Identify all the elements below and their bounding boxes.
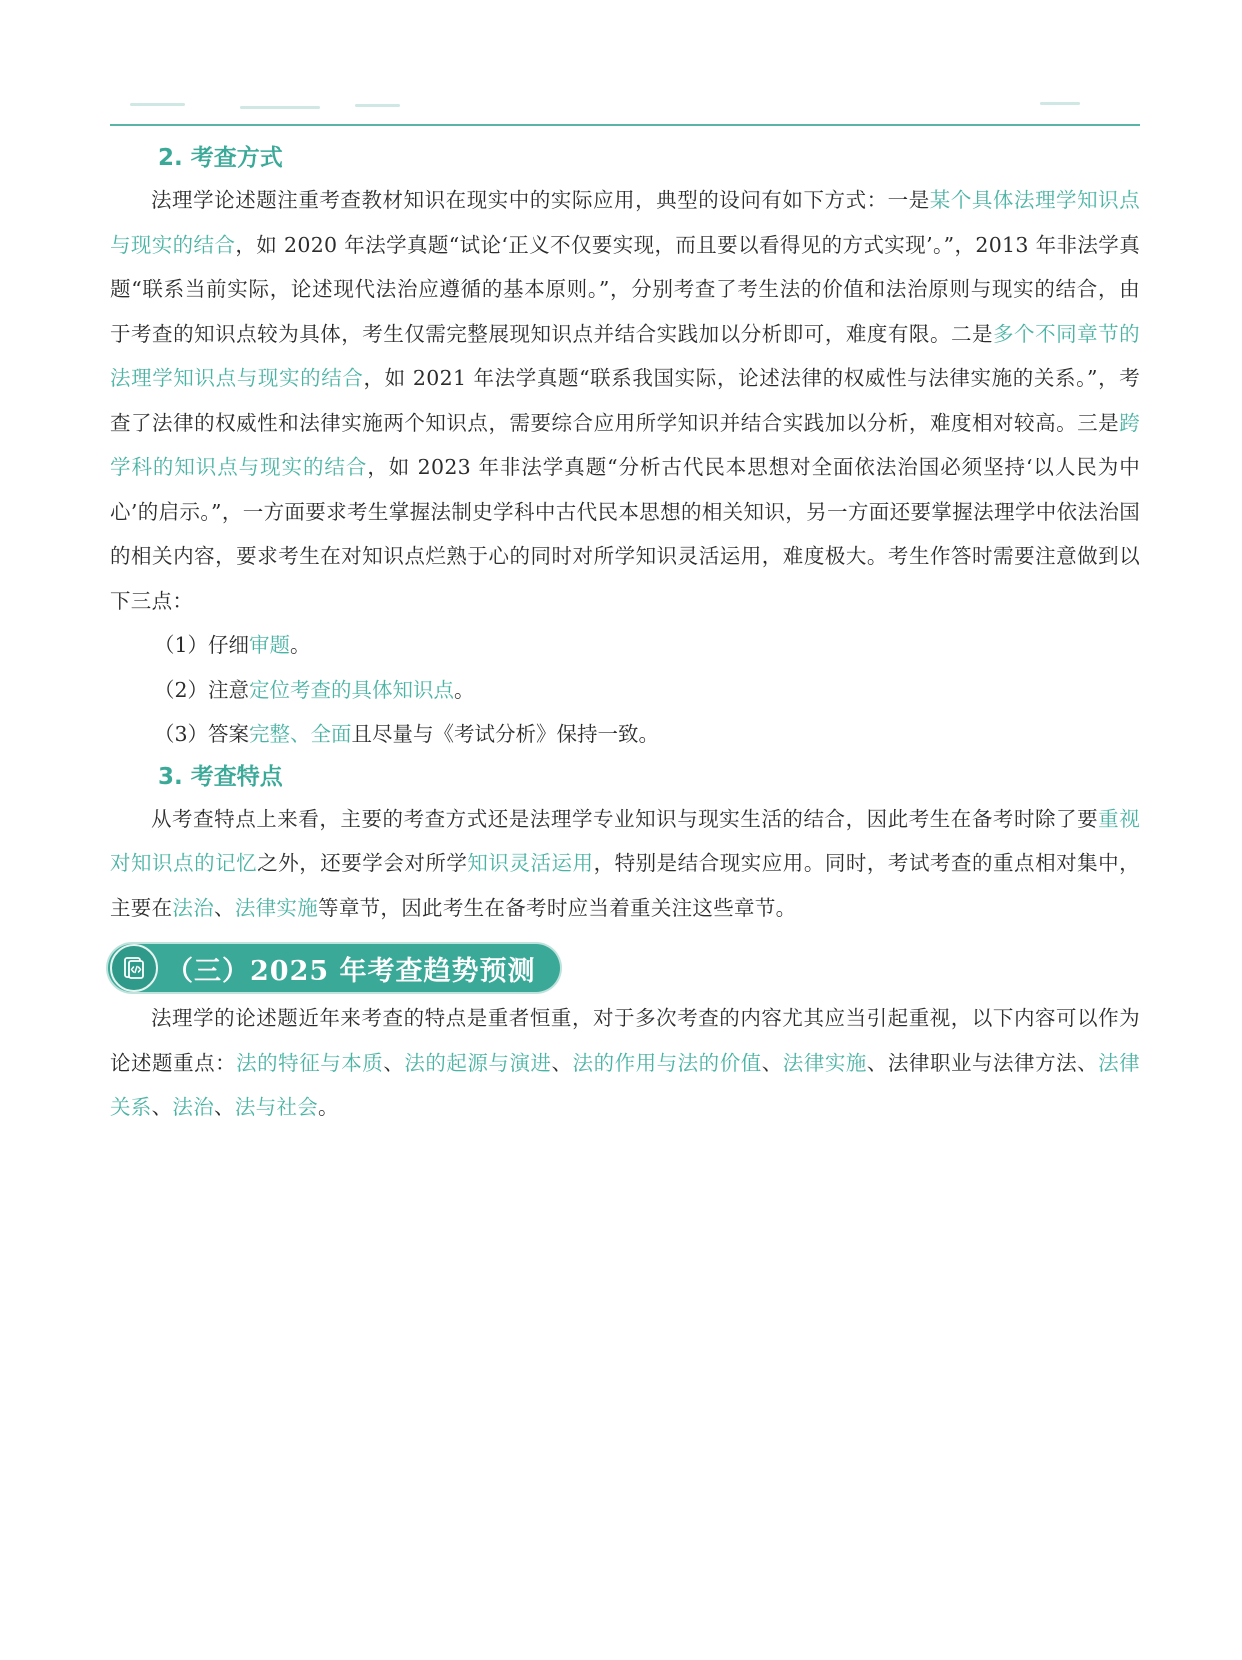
- text-run: 。: [318, 1095, 339, 1119]
- section-title-features: 3. 考查特点: [158, 763, 283, 790]
- text-run: （1）仔细: [154, 633, 250, 657]
- highlighted-term: 多个不同章节的法理学知识点与现实的结合: [110, 321, 1140, 390]
- text-run: ，特别是结合现实应用。同时，考试考查的重点相对集中，主要在: [110, 851, 1140, 920]
- highlighted-term: 法律实施: [234, 895, 319, 920]
- text-run: （3）答案: [154, 722, 250, 746]
- section-badge-forecast: [108, 944, 560, 992]
- text-run: 、: [551, 1050, 573, 1075]
- method-item-2: [110, 668, 1140, 713]
- features-paragraph: [110, 797, 1140, 931]
- page-content: [110, 138, 1140, 1130]
- header-decoration: [130, 103, 185, 106]
- highlighted-term: 完整、全面: [249, 722, 352, 746]
- text-run: 、法律职业与法律方法、: [866, 1050, 1099, 1075]
- text-run: 从考查特点上来看，主要的考查方式还是法理学专业知识与现实生活的结合，因此考生在备考时除了要: [151, 806, 1099, 831]
- text-run: 法理学的论述题近年来考查的特点是重者恒重，对于多次考查的内容尤其应当引起重视，以下内容可以作为论述题重点：: [110, 1006, 1140, 1075]
- text-run: 、: [214, 895, 235, 920]
- text-run: 之外，还要学会对所学: [257, 851, 468, 875]
- section-title-method: 2. 考查方式: [158, 145, 283, 171]
- highlighted-term: 知识灵活运用: [467, 851, 594, 875]
- code-document-icon: [110, 944, 158, 992]
- highlighted-term: 法的起源与演进: [404, 1050, 552, 1075]
- text-run: 法理学论述题注重考查教材知识在现实中的实际应用，典型的设问有如下方式：一是: [151, 188, 930, 212]
- header-decoration: [240, 106, 320, 109]
- highlighted-term: 跨学科的知识点与现实的结合: [110, 410, 1140, 479]
- highlighted-term: 法的作用与法的价值: [572, 1050, 762, 1075]
- method-paragraph: [110, 178, 1140, 623]
- text-run: 、: [383, 1050, 405, 1075]
- highlighted-term: 重视对知识点的记忆: [110, 806, 1140, 875]
- text-run: ，如 2023 年非法学真题“分析古代民本思想对全面依法治国必须坚持‘以人民为中心’的启示。”，一方面要求考生掌握法制史学科中古代民本思想的相关知识，另一方面还要掌握法理学中依法治国的相关内容，要求考生在对知识点烂熟于心的同时对所学知识灵活运用，难度极大。考生作答时需要注意做到以下三点：: [110, 455, 1140, 613]
- badge-label: （三）2025 年考查趋势预测: [166, 955, 536, 987]
- header-decoration: [355, 104, 400, 107]
- text-run: （2）注意: [154, 677, 250, 702]
- highlighted-term: 定位考查的具体知识点: [249, 677, 455, 702]
- highlighted-term: 法的特征与本质: [236, 1050, 384, 1075]
- highlighted-term: 法律关系: [110, 1050, 1140, 1119]
- text-run: 、: [151, 1095, 173, 1119]
- text-run: 、: [214, 1095, 235, 1119]
- highlighted-term: 法与社会: [234, 1095, 319, 1119]
- text-run: 、: [761, 1050, 783, 1075]
- highlighted-term: 审题: [249, 633, 291, 657]
- text-run: 。: [454, 677, 475, 702]
- method-item-3: [110, 712, 1140, 757]
- text-run: 。: [290, 633, 311, 657]
- method-item-1: [110, 623, 1140, 668]
- forecast-paragraph: [110, 996, 1140, 1130]
- text-run: 等章节，因此考生在备考时应当着重关注这些章节。: [318, 895, 797, 920]
- text-run: ，如 2020 年法学真题“试论‘正义不仅要实现，而且要以看得见的方式实现’。”，2013 年非法学真题“联系当前实际，论述现代法治应遵循的基本原则。”，分别考查了考生法的价值和法治原则与现实的结合，由于考查的知识点较为具体，考生仅需完整展现知识点并结合实践加以分析即可，难度有限。二是: [110, 232, 1140, 346]
- highlighted-term: 某个具体法理学知识点与现实的结合: [110, 188, 1140, 257]
- header-rule: [110, 124, 1140, 126]
- header-decoration: [1040, 102, 1080, 105]
- highlighted-term: 法治: [172, 895, 215, 920]
- highlighted-term: 法治: [172, 1095, 215, 1119]
- text-run: ，如 2021 年法学真题“联系我国实际，论述法律的权威性与法律实施的关系。”，考查了法律的权威性和法律实施两个知识点，需要综合应用所学知识并结合实践加以分析，难度相对较高。三是: [110, 366, 1140, 435]
- text-run: 且尽量与《考试分析》保持一致。: [351, 722, 660, 746]
- highlighted-term: 法律实施: [782, 1050, 867, 1075]
